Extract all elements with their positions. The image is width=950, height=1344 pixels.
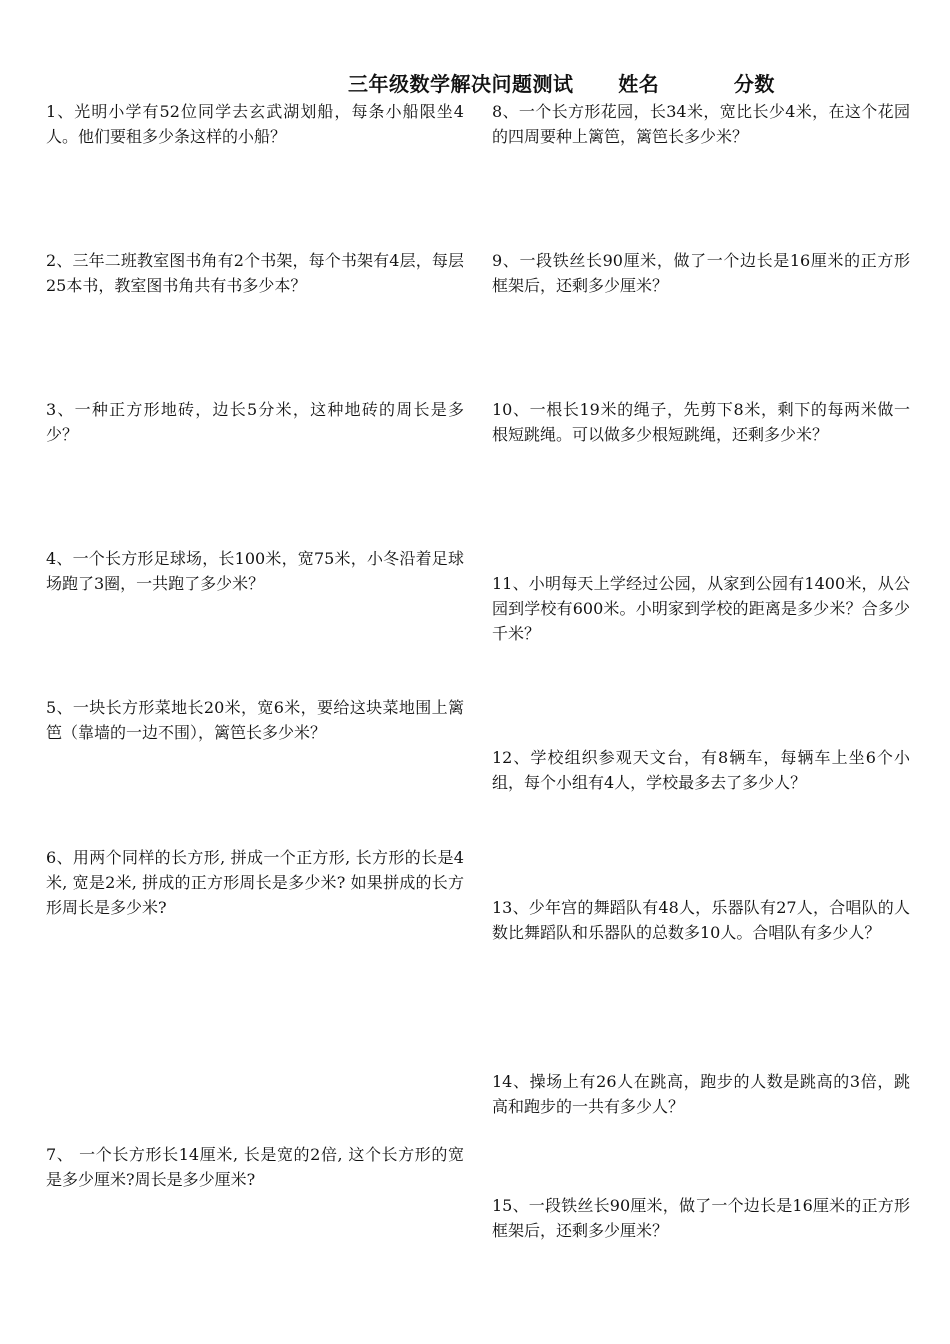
question-11: 11、小明每天上学经过公园，从家到公园有1400米，从公园到学校有600米。小明家到学校的距离是多少米？合多少千米？ [492,574,910,643]
question-12: 12、学校组织参观天文台，有8辆车，每辆车上坐6个小组，每个小组有4人，学校最多去了多少人？ [492,748,910,792]
question-4: 4、一个长方形足球场，长100米，宽75米，小冬沿着足球场跑了3圈，一共跑了多少米？ [46,549,464,593]
question-10: 10、一根长19米的绳子，先剪下8米，剩下的每两米做一根短跳绳。可以做多少根短跳绳，还剩多少米？ [492,400,910,444]
question-3: 3、一种正方形地砖，边长5分米，这种地砖的周长是多少？ [46,400,464,444]
page-title: 三年级数学解决问题测试 姓名 分数 [348,72,775,96]
question-13: 13、少年宫的舞蹈队有48人，乐器队有27人，合唱队的人数比舞蹈队和乐器队的总数多10人。合唱队有多少人？ [492,898,910,942]
question-14: 14、操场上有26人在跳高，跑步的人数是跳高的3倍，跳高和跑步的一共有多少人？ [492,1072,910,1116]
question-15: 15、一段铁丝长90厘米，做了一个边长是16厘米的正方形框架后，还剩多少厘米？ [492,1196,910,1240]
question-2: 2、三年二班教室图书角有2个书架，每个书架有4层，每层25本书，教室图书角共有书多少本？ [46,251,464,295]
question-9: 9、一段铁丝长90厘米，做了一个边长是16厘米的正方形框架后，还剩多少厘米？ [492,251,910,295]
question-1: 1、光明小学有52位同学去玄武湖划船，每条小船限坐4人。他们要租多少条这样的小船？ [46,102,464,146]
question-6: 6、用两个同样的长方形, 拼成一个正方形, 长方形的长是4米, 宽是2米, 拼成的正方形周长是多少米? 如果拼成的长方形周长是多少米? [46,848,464,917]
question-5: 5、一块长方形菜地长20米，宽6米，要给这块菜地围上篱笆（靠墙的一边不围），篱笆长多少米？ [46,698,464,742]
question-8: 8、一个长方形花园，长34米，宽比长少4米，在这个花园的四周要种上篱笆，篱笆长多少米？ [492,102,910,146]
question-7: 7、 一个长方形长14厘米, 长是宽的2倍, 这个长方形的宽是多少厘米?周长是多少厘米? [46,1145,464,1189]
